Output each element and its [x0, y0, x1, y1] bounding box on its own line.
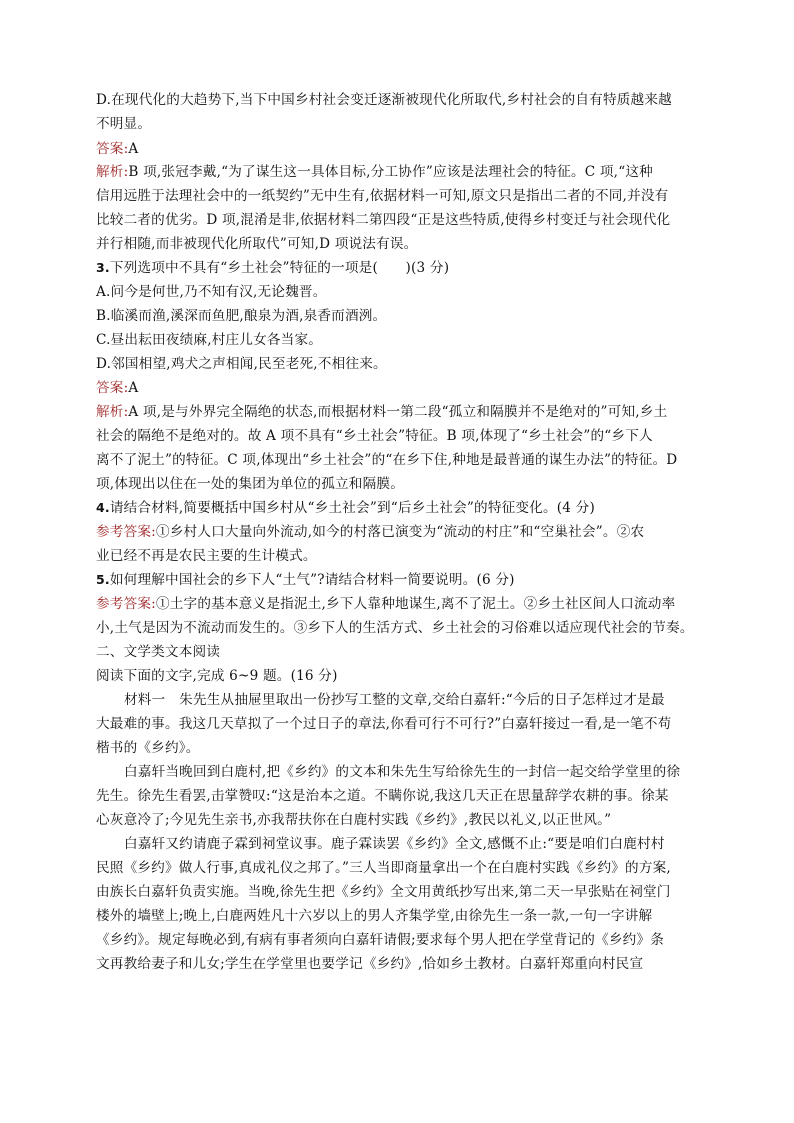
text-run: 下列选项中不具有“乡土社会”特征的一项是( )(3 分)	[109, 260, 450, 276]
text-run: A	[128, 380, 139, 396]
text-run: 项,体现出以住在一处的集团为单位的孤立和隔膜。	[96, 476, 404, 492]
text-line	[0, 426, 794, 446]
text-run: 《乡约》。规定每晚必到,有病有事者须向白嘉轩请假;要求每个男人把在学堂背记的《乡约》条	[96, 932, 665, 948]
text-run: 楷书的《乡约》。	[96, 740, 200, 756]
text-line	[0, 570, 794, 590]
text-run: 二、文学类文本阅读	[96, 644, 221, 660]
answer-label: 参考答案:	[96, 524, 156, 540]
text-line	[0, 546, 794, 566]
text-line	[0, 306, 794, 326]
text-run: 业已经不再是农民主要的生计模式。	[96, 548, 317, 564]
text-line	[0, 594, 794, 614]
text-run: 信用远胜于法理社会中的一纸契约”无中生有,依据材料一可知,原文只是指出二者的不同,并没有	[96, 188, 669, 204]
text-run: A 项,是与外界完全隔绝的状态,而根据材料一第二段“孤立和隔膜并不是绝对的”可知,乡土	[128, 404, 668, 420]
text-line	[0, 474, 794, 494]
text-line	[0, 234, 794, 254]
text-line	[0, 690, 794, 710]
text-line	[0, 618, 794, 638]
text-run: B.临溪而渔,溪深而鱼肥,酿泉为酒,泉香而酒洌。	[96, 308, 387, 324]
text-line	[0, 282, 794, 302]
text-line	[0, 906, 794, 926]
text-line	[0, 762, 794, 782]
text-run: 阅读下面的文字,完成 6~9 题。(16 分)	[96, 668, 338, 684]
text-run: 白嘉轩当晚回到白鹿村,把《乡约》的文本和朱先生写给徐先生的一封信一起交给学堂里的徐	[124, 764, 681, 780]
text-run: B 项,张冠李戴,“为了谋生这一具体目标,分工协作”应该是法理社会的特征。C 项,“这种	[128, 164, 653, 180]
text-line	[0, 666, 794, 686]
text-run: 材料一 朱先生从抽屉里取出一份抄写工整的文章,交给白嘉轩:“今后的日子怎样过才是最	[124, 692, 665, 708]
text-line	[0, 258, 794, 278]
text-line	[0, 738, 794, 758]
question-number: 4.	[96, 500, 110, 515]
text-line	[0, 139, 794, 159]
text-line	[0, 354, 794, 374]
text-line	[0, 210, 794, 230]
answer-label: 参考答案:	[96, 596, 156, 612]
text-run: 小,土气是因为不流动而发生的。③乡下人的生活方式、乡土社会的习俗难以适应现代社会的节奏。	[96, 620, 694, 636]
text-line	[0, 882, 794, 902]
text-line	[0, 714, 794, 734]
text-run: C.昼出耘田夜绩麻,村庄儿女各当家。	[96, 332, 323, 348]
text-run: 楼外的墙壁上;晚上,白鹿两姓凡十六岁以上的男人齐集学堂,由徐先生一条一款,一句一字讲解	[96, 908, 653, 924]
text-run: ①土字的基本意义是指泥土,乡下人靠种地谋生,离不了泥土。②乡土社区间人口流动率	[155, 596, 676, 612]
text-run: D.在现代化的大趋势下,当下中国乡村社会变迁逐渐被现代化所取代,乡村社会的自有特质越来越	[96, 92, 672, 108]
question-number: 5.	[96, 572, 110, 587]
text-run: 如何理解中国社会的乡下人“土气”?请结合材料一简要说明。(6 分)	[109, 572, 515, 588]
text-run: 比较二者的优劣。D 项,混淆是非,依据材料二第四段“正是这些特质,使得乡村变迁与社会现代化	[96, 212, 671, 228]
text-run: 大最难的事。我这几天草拟了一个过日子的章法,你看可行不可行?”白嘉轩接过一看,是一笔不苟	[96, 716, 672, 732]
text-run: 民照《乡约》做人行事,真成礼仪之邦了。”三人当即商量拿出一个在白鹿村实践《乡约》的方案,	[96, 860, 671, 876]
text-line	[0, 930, 794, 950]
text-line	[0, 522, 794, 542]
text-line	[0, 186, 794, 206]
text-run: 文再教给妻子和儿女;学生在学堂里也要学记《乡约》,恰如乡土教材。白嘉轩郑重向村民宣	[96, 956, 644, 972]
text-line	[0, 402, 794, 422]
text-line	[0, 834, 794, 854]
text-run: 社会的隔绝不是绝对的。故 A 项不具有“乡土社会”特征。B 项,体现了“乡土社会”的“乡下人	[96, 428, 653, 444]
text-run: 并行相随,而非被现代化所取代”可知,D 项说法有误。	[96, 236, 418, 252]
text-line	[0, 114, 794, 134]
text-line	[0, 954, 794, 974]
answer-label: 答案:	[96, 380, 129, 396]
text-line	[0, 858, 794, 878]
text-run: 由族长白嘉轩负责实施。当晚,徐先生把《乡约》全文用黄纸抄写出来,第二天一早张贴在祠堂门	[96, 884, 671, 900]
text-run: 先生。徐先生看罢,击掌赞叹:“这是治本之道。不瞒你说,我这几天正在思量辞学农耕的事。徐某	[96, 788, 669, 804]
text-run: D.邻国相望,鸡犬之声相闻,民至老死,不相往来。	[96, 356, 387, 372]
text-line	[0, 378, 794, 398]
answer-label: 解析:	[96, 164, 129, 180]
text-line	[0, 330, 794, 350]
text-run: 白嘉轩又约请鹿子霖到祠堂议事。鹿子霖读罢《乡约》全文,感慨不止:“要是咱们白鹿村村	[124, 836, 665, 852]
text-run: 心灰意冷了;今见先生亲书,亦我帮扶你在白鹿村实践《乡约》,教民以礼义,以正世风。”	[96, 812, 612, 828]
text-line	[0, 642, 794, 662]
answer-label: 答案:	[96, 141, 129, 157]
text-line	[0, 90, 794, 110]
question-number: 3.	[96, 260, 110, 275]
text-line	[0, 786, 794, 806]
text-line	[0, 162, 794, 182]
text-line	[0, 450, 794, 470]
text-run: ①乡村人口大量向外流动,如今的村落已演变为“流动的村庄”和“空巢社会”。②农	[155, 524, 645, 540]
text-run: A	[128, 141, 139, 157]
text-run: 请结合材料,简要概括中国乡村从“乡土社会”到“后乡土社会”的特征变化。(4 分)	[109, 500, 595, 516]
text-line	[0, 810, 794, 830]
text-line	[0, 498, 794, 518]
text-run: 不明显。	[96, 116, 152, 132]
answer-label: 解析:	[96, 404, 129, 420]
text-run: 离不了泥土”的特征。C 项,体现出“乡土社会”的“在乡下住,种地是最普通的谋生办法”的特征。D	[96, 452, 678, 468]
text-run: A.问今是何世,乃不知有汉,无论魏晋。	[96, 284, 327, 300]
